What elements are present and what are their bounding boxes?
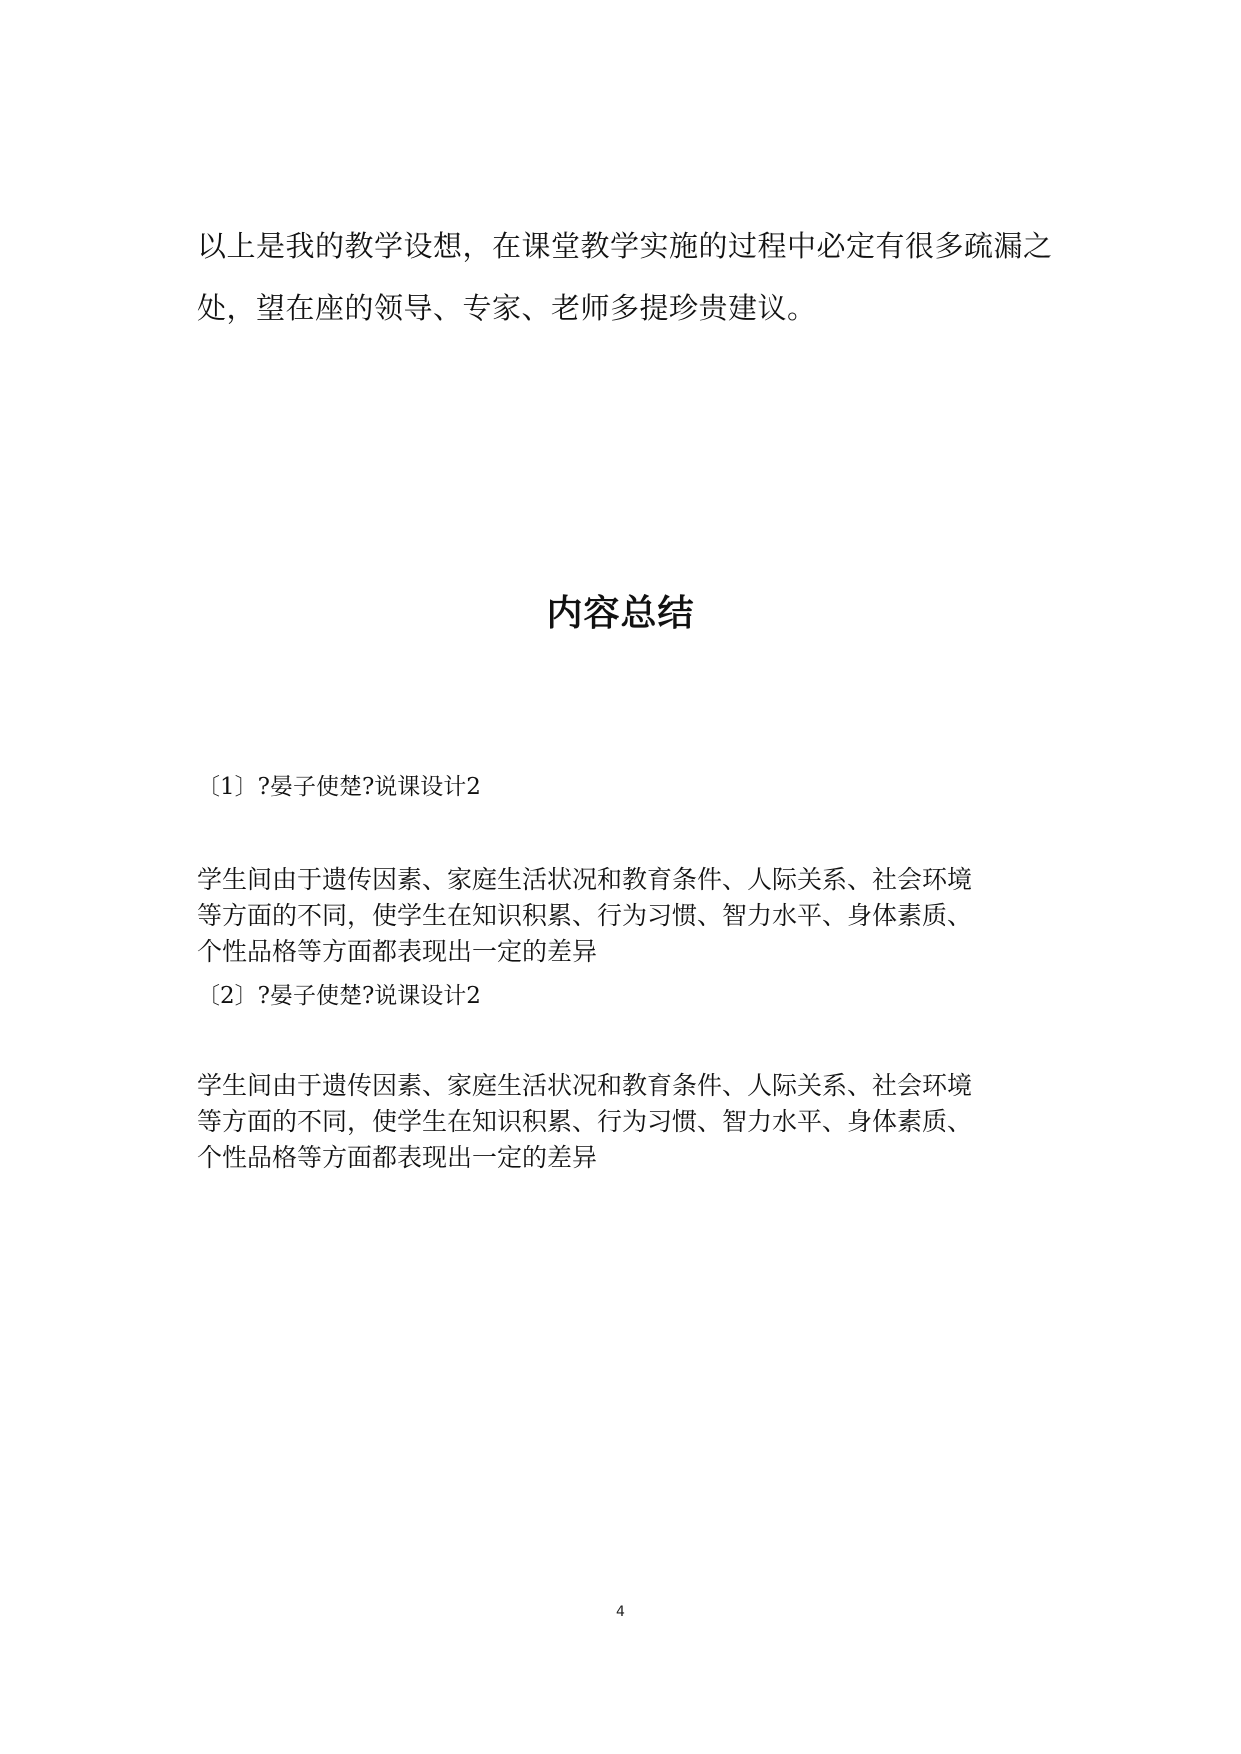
intro-line: 以上是我的教学设想，在课堂教学实施的过程中必定有很多疏漏之 — [197, 229, 1053, 263]
intro-line: 处，望在座的领导、专家、老师多提珍贵建议。 — [197, 291, 817, 325]
summary-item-line: 等方面的不同，使学生在知识积累、行为习惯、智力水平、身体素质、 — [197, 901, 973, 930]
summary-item-line: 学生间由于遗传因素、家庭生活状况和教育条件、人际关系、社会环境 — [197, 865, 973, 894]
summary-item-line: 个性品格等方面都表现出一定的差异 — [197, 937, 598, 966]
summary-item-heading: 〔2〕?晏子使楚?说课设计2 — [197, 983, 481, 1009]
summary-item-line: 个性品格等方面都表现出一定的差异 — [197, 1143, 598, 1172]
summary-item-body — [197, 1068, 1057, 1176]
summary-item-body — [197, 862, 1057, 970]
intro-paragraph — [197, 222, 1057, 354]
summary-title: 内容总结 — [546, 592, 695, 634]
summary-item-line: 等方面的不同，使学生在知识积累、行为习惯、智力水平、身体素质、 — [197, 1107, 973, 1136]
summary-item-line: 学生间由于遗传因素、家庭生活状况和教育条件、人际关系、社会环境 — [197, 1071, 973, 1100]
page-number: 4 — [616, 1604, 625, 1620]
summary-item-heading: 〔1〕?晏子使楚?说课设计2 — [197, 774, 481, 800]
